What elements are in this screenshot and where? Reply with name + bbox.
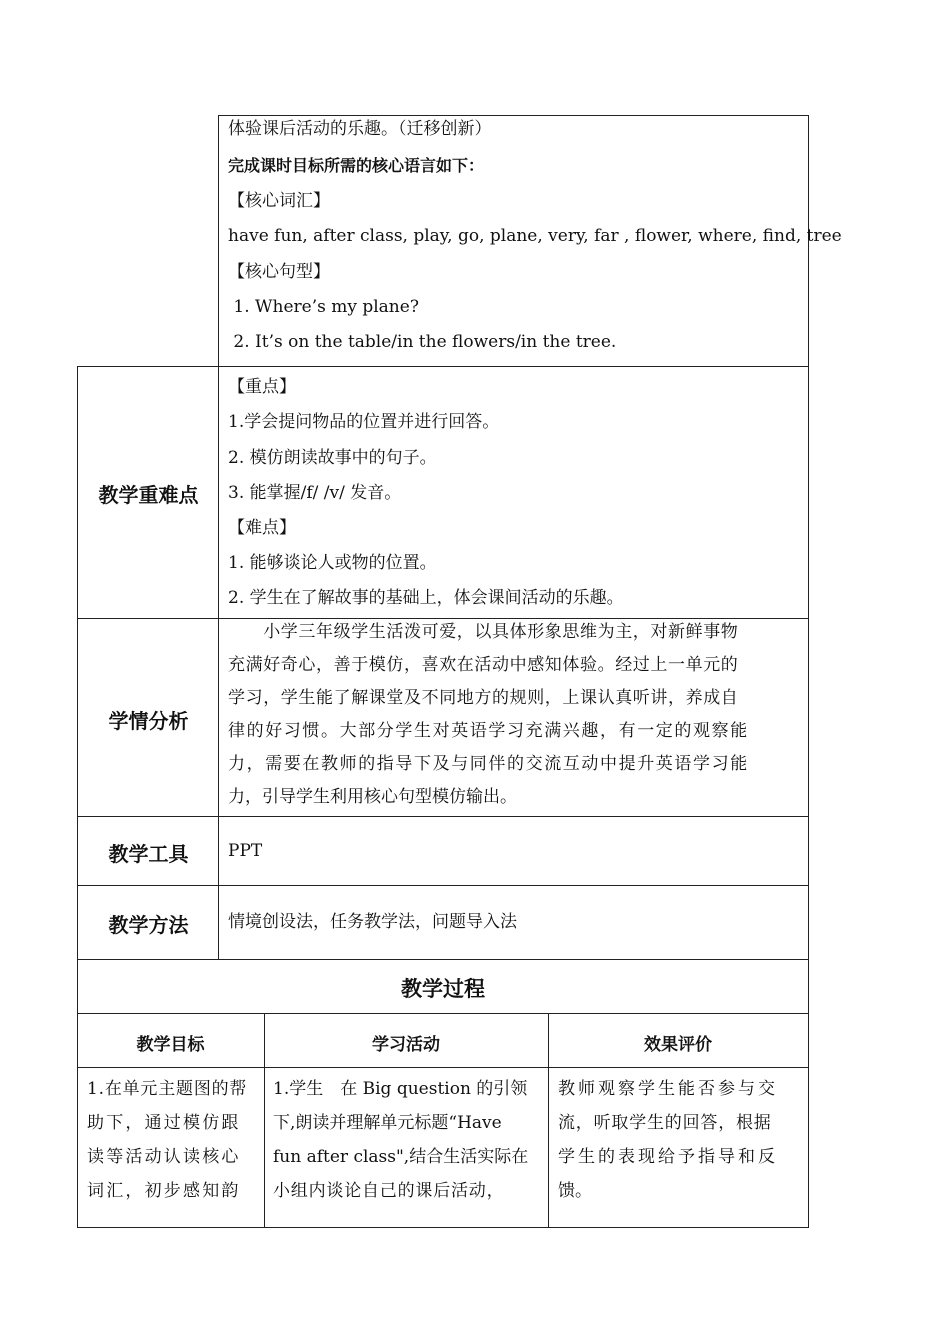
core-vocab-list: have fun, after class, play, go, plane, very, far , flower, where, find, tree: [228, 226, 842, 246]
activity-line: 小组内谈论自己的课后活动，: [273, 1181, 505, 1201]
tools-label: 教学工具: [108, 842, 189, 866]
key-point-line: 【难点】: [228, 518, 296, 538]
methods-label: 教学方法: [108, 913, 189, 937]
goal-line: 词汇，初步感知韵: [87, 1181, 241, 1201]
row-divider-7: [77, 1067, 809, 1068]
core-language-heading: 完成课时目标所需的核心语言如下：: [228, 156, 485, 175]
row-divider-5: [77, 959, 809, 960]
activity-line: 1.学生 在 Big question 的引领: [273, 1079, 528, 1099]
evaluation-line: 教师观察学生能否参与交: [558, 1079, 778, 1099]
analysis-line: 力，引导学生利用核心句型模仿输出。: [228, 787, 517, 807]
methods-value: 情境创设法，任务教学法，问题导入法: [228, 912, 517, 932]
table-border-bottom: [77, 1227, 809, 1228]
goal-line: 助下，通过模仿跟: [87, 1113, 241, 1133]
evaluation-line: 馈。: [558, 1181, 592, 1201]
continuation-line: 体验课后活动的乐趣。（迁移创新）: [228, 119, 492, 139]
tools-value: PPT: [228, 841, 263, 861]
core-sentence-2: 2. It’s on the table/in the flowers/in the tree.: [228, 332, 617, 352]
process-header-evaluation: 效果评价: [644, 1035, 712, 1055]
student-analysis-label: 学情分析: [108, 709, 189, 733]
row-divider-6: [77, 1013, 809, 1014]
goal-line: 1.在单元主题图的帮: [87, 1079, 248, 1099]
process-header-activity: 学习活动: [372, 1035, 440, 1055]
core-vocab-heading: 【核心词汇】: [228, 191, 330, 211]
key-point-line: 1. 能够谈论人或物的位置。: [228, 553, 437, 573]
analysis-line: 充满好奇心，善于模仿，喜欢在活动中感知体验。经过上一单元的: [228, 655, 739, 675]
row-divider-3: [77, 816, 809, 817]
row-divider-1: [77, 366, 809, 367]
process-title: 教学过程: [401, 977, 485, 1001]
analysis-line: 律的好习惯。大部分学生对英语学习充满兴趣，有一定的观察能: [228, 721, 749, 741]
key-points-label: 教学重难点: [98, 483, 199, 507]
evaluation-line: 流，听取学生的回答，根据: [558, 1113, 772, 1133]
goal-line: 读等活动认读核心: [87, 1147, 241, 1167]
table-border-left-upper: [218, 115, 219, 960]
key-point-line: 3. 能掌握/f/ /v/ 发音。: [228, 483, 402, 503]
key-point-line: 1.学会提问物品的位置并进行回答。: [228, 412, 500, 432]
core-sentence-1: 1. Where’s my plane?: [228, 297, 419, 317]
analysis-line: 小学三年级学生活泼可爱，以具体形象思维为主，对新鲜事物: [228, 622, 739, 642]
key-point-line: 【重点】: [228, 377, 296, 397]
table-border-right: [808, 115, 809, 1228]
activity-line: fun after class",结合生活实际在: [273, 1147, 529, 1167]
activity-line: 下,朗读并理解单元标题“Have: [273, 1113, 502, 1133]
evaluation-line: 学生的表现给予指导和反: [558, 1147, 778, 1167]
process-header-goal: 教学目标: [136, 1035, 205, 1055]
core-sentence-heading: 【核心句型】: [228, 262, 330, 282]
analysis-line: 学习，学生能了解课堂及不同地方的规则，上课认真听讲，养成自: [228, 688, 739, 708]
key-point-line: 2. 模仿朗读故事中的句子。: [228, 448, 437, 468]
key-point-line: 2. 学生在了解故事的基础上，体会课间活动的乐趣。: [228, 588, 624, 608]
analysis-line: 力，需要在教师的指导下及与同伴的交流互动中提升英语学习能: [228, 754, 749, 774]
row-divider-4: [77, 885, 809, 886]
